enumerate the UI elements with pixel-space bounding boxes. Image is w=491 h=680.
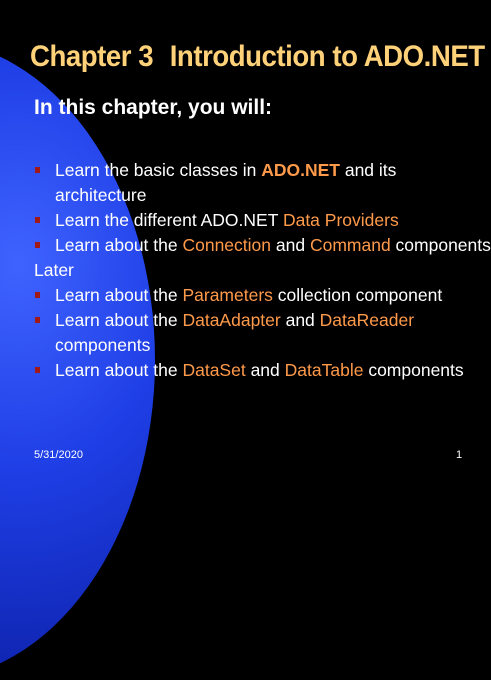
list-item: Learn the different ADO.NET Data Providers [0,208,480,233]
list-item: Learn about the Connection and Command components [0,233,480,258]
list-item: Learn about the DataSet and DataTable components [0,358,480,383]
section-label-later: Later [34,260,74,280]
bullet-icon [35,242,40,248]
list-item-continuation: components [55,335,151,355]
highlight-term: DataReader [319,310,415,330]
bullet-list [0,158,491,383]
chapter-name: Introduction to ADO.NET [169,40,485,73]
bullet-icon [35,217,40,223]
list-item: Learn the basic classes in ADO.NET and its [0,158,480,183]
highlight-term: Command [309,235,391,255]
bullet-icon [35,292,40,298]
highlight-term: DataSet [182,360,246,380]
highlight-term: DataTable [284,360,364,380]
page-number: 1 [456,449,463,461]
list-item: Learn about the Parameters collection component [0,283,480,308]
footer-date: 5/31/2020 [34,449,83,461]
bullet-icon [35,367,40,373]
highlight-term: Connection [182,235,272,255]
list-item: Learn about the DataAdapter and DataReader [0,308,480,333]
highlight-term: Data Providers [282,210,399,230]
highlight-term: Parameters [182,285,273,305]
highlight-adonet: ADO.NET [261,160,340,180]
slide-subtitle: In this chapter, you will: [34,96,273,119]
list-item-continuation: architecture [55,185,147,205]
bullet-icon [35,317,40,323]
highlight-term: DataAdapter [182,310,281,330]
chapter-label: Chapter 3 [30,40,154,73]
bullet-icon [35,167,40,173]
slide-title [30,40,485,74]
